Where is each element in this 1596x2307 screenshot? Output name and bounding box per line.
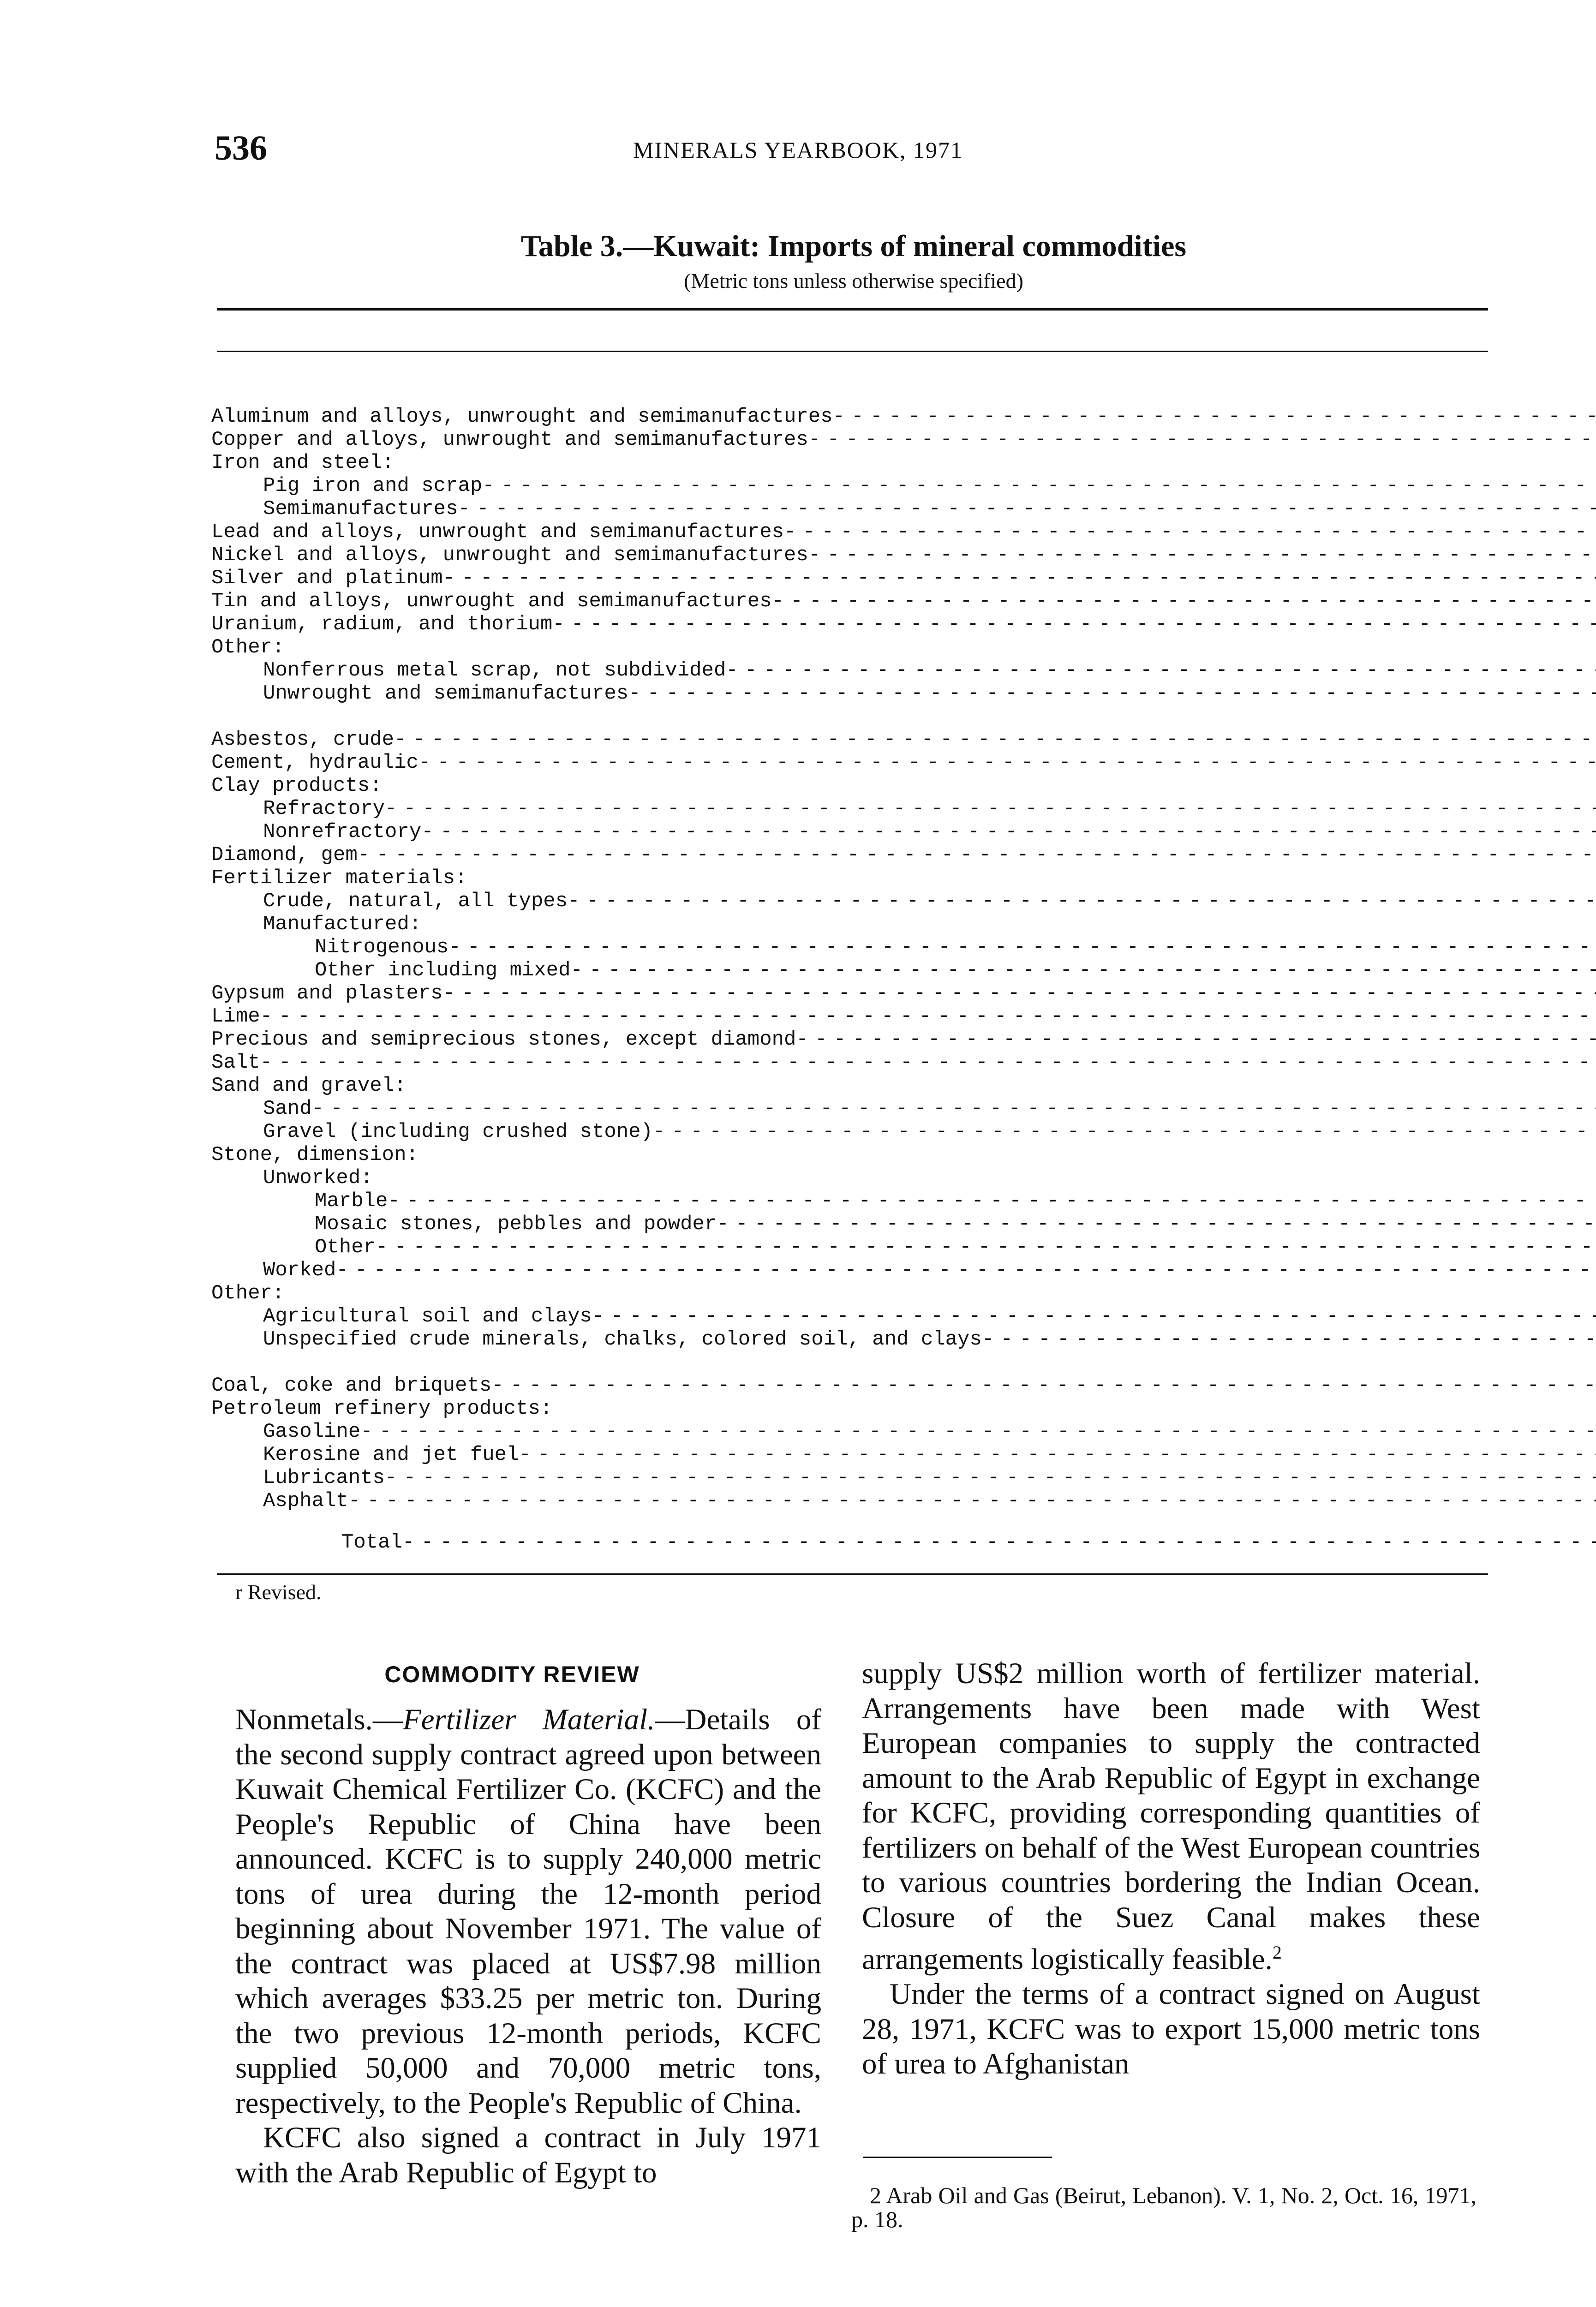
commodity-cell bbox=[211, 520, 1596, 544]
table-row bbox=[211, 1166, 1596, 1189]
commodity-label: Sand bbox=[263, 1097, 312, 1120]
commodity-cell bbox=[211, 1236, 1596, 1259]
commodity-cell bbox=[211, 1374, 1596, 1397]
table-row bbox=[211, 890, 1596, 913]
commodity-label: Coal, coke and briquets bbox=[211, 1374, 492, 1397]
table-row bbox=[211, 1397, 1596, 1420]
table-row bbox=[211, 1236, 1596, 1259]
header-commodity bbox=[211, 345, 1596, 382]
commodity-label: Other: bbox=[211, 636, 285, 659]
paragraph-text: —Details of the second supply contract agreed upon between Kuwait Chemical Fertilizer Co. (KCFC) and the People's Republic of China have been announced. KCFC is to supply 240,000 metric tons of urea during the 12-month period beginning about November 1971. The value of the contract was placed at US$7.98 million which averages $33.25 per metric ton. During the two previous 12-month periods, KCFC supplied 50,000 and 70,000 metric tons, respectively, to the People's Republic of China. bbox=[235, 1703, 822, 2120]
table-row bbox=[211, 1282, 1596, 1305]
table-row bbox=[211, 1443, 1596, 1466]
running-head: MINERALS YEARBOOK, 1971 bbox=[633, 137, 963, 163]
commodity-label: Unwrought and semimanufactures bbox=[263, 682, 629, 705]
commodity-cell bbox=[211, 1282, 1596, 1305]
table-row bbox=[211, 1189, 1596, 1213]
commodity-cell bbox=[211, 1443, 1596, 1466]
commodity-label: Nonferrous metal scrap, not subdivided bbox=[263, 659, 726, 682]
commodity-label: Worked bbox=[263, 1259, 336, 1282]
commodity-label: Copper and alloys, unwrought and semimanufactures bbox=[211, 428, 808, 451]
commodity-cell bbox=[211, 1512, 1596, 1554]
commodity-label: Petroleum refinery products: bbox=[211, 1397, 553, 1420]
commodity-cell bbox=[211, 1259, 1596, 1282]
commodity-cell bbox=[211, 797, 1596, 820]
commodity-label: Mosaic stones, pebbles and powder bbox=[315, 1213, 717, 1236]
table-footnote: r Revised. bbox=[235, 1580, 322, 1604]
table-row bbox=[211, 474, 1596, 497]
commodity-cell bbox=[211, 867, 1596, 890]
commodity-label: Salt bbox=[211, 1051, 260, 1074]
paragraph: Under the terms of a contract signed on August 28, 1971, KCFC was to export 15,000 metric tons of urea to Afghanistan bbox=[862, 1978, 1480, 2081]
page-footnote: 2 Arab Oil and Gas (Beirut, Lebanon). V. 1, No. 2, Oct. 16, 1971, p. 18. bbox=[851, 2182, 1476, 2232]
table-header-row bbox=[211, 345, 1596, 382]
table-section-row bbox=[211, 382, 1596, 405]
table-row bbox=[211, 613, 1596, 636]
table-row bbox=[211, 1328, 1596, 1351]
commodity-label: Iron and steel: bbox=[211, 451, 395, 474]
table-row bbox=[211, 567, 1596, 590]
paragraph-text: supply US$2 million worth of fertilizer material. Arrangements have been made with West European companies to supply the contracted amount to the Arab Republic of Egypt in exchange for KCFC, providing corresponding quantities of fertilizers on behalf of the West European countries to various countries bordering the Indian Ocean. Closure of the Suez Canal makes these arrangements logistically feasible. bbox=[862, 1657, 1480, 1976]
table-row bbox=[211, 1143, 1596, 1166]
commodity-cell bbox=[211, 1097, 1596, 1120]
table-row bbox=[211, 636, 1596, 659]
table-total-row bbox=[211, 1512, 1596, 1554]
table-row bbox=[211, 843, 1596, 867]
commodity-label: Other bbox=[315, 1236, 376, 1259]
commodity-label: Asphalt bbox=[263, 1489, 348, 1512]
table-bottom-rule bbox=[217, 1573, 1488, 1575]
commodity-cell bbox=[211, 959, 1596, 982]
commodity-cell bbox=[211, 1005, 1596, 1028]
commodity-label: Fertilizer materials: bbox=[211, 867, 467, 890]
table-row bbox=[211, 982, 1596, 1005]
commodity-cell bbox=[211, 982, 1596, 1005]
table-row bbox=[211, 1120, 1596, 1143]
commodity-cell bbox=[211, 1305, 1596, 1328]
commodity-label: Nitrogenous bbox=[315, 936, 449, 959]
commodity-cell bbox=[211, 613, 1596, 636]
commodity-label: Precious and semiprecious stones, except diamond bbox=[211, 1028, 796, 1051]
paragraph bbox=[862, 1656, 1480, 1977]
table-row bbox=[211, 544, 1596, 567]
commodity-label: Crude, natural, all types bbox=[263, 890, 568, 913]
commodity-cell bbox=[211, 1074, 1596, 1097]
table-row bbox=[211, 1466, 1596, 1489]
table-section-row bbox=[211, 1351, 1596, 1374]
table-row bbox=[211, 428, 1596, 451]
commodity-cell bbox=[211, 1328, 1596, 1351]
commodity-cell bbox=[211, 1397, 1596, 1420]
commodity-label: Lead and alloys, unwrought and semimanufactures bbox=[211, 520, 784, 544]
commodity-label: Lime bbox=[211, 1005, 260, 1028]
commodity-cell bbox=[211, 590, 1596, 613]
commodity-label: Aluminum and alloys, unwrought and semimanufactures bbox=[211, 405, 833, 428]
table-row bbox=[211, 1097, 1596, 1120]
commodity-label: Nickel and alloys, unwrought and semimanufactures bbox=[211, 544, 808, 567]
commodity-cell bbox=[211, 451, 1596, 474]
section-label bbox=[211, 1351, 1596, 1374]
section-label bbox=[211, 382, 1596, 405]
commodity-label: Gypsum and plasters bbox=[211, 982, 443, 1005]
table-row bbox=[211, 913, 1596, 936]
table-row bbox=[211, 1005, 1596, 1028]
commodity-cell bbox=[211, 567, 1596, 590]
table-row bbox=[211, 959, 1596, 982]
commodity-cell bbox=[211, 544, 1596, 567]
commodity-cell bbox=[211, 659, 1596, 682]
commodity-label: Tin and alloys, unwrought and semimanufactures bbox=[211, 590, 772, 613]
commodity-label: Pig iron and scrap bbox=[263, 474, 483, 497]
commodity-label: Semimanufactures bbox=[263, 497, 458, 520]
commodity-cell bbox=[211, 474, 1596, 497]
section-label bbox=[211, 705, 1596, 728]
commodity-label: Diamond, gem bbox=[211, 843, 358, 867]
commodity-cell bbox=[211, 1466, 1596, 1489]
table-row bbox=[211, 682, 1596, 705]
table-row bbox=[211, 797, 1596, 820]
commodity-cell bbox=[211, 843, 1596, 867]
commodity-label: Cement, hydraulic bbox=[211, 751, 418, 774]
commodity-label: Uranium, radium, and thorium bbox=[211, 613, 553, 636]
commodity-cell bbox=[211, 405, 1596, 428]
commodity-label: Unspecified crude minerals, chalks, colored soil, and clays bbox=[263, 1328, 982, 1351]
table-row bbox=[211, 1420, 1596, 1443]
commodity-label: Unworked: bbox=[263, 1166, 373, 1189]
table-top-rule bbox=[217, 308, 1488, 311]
table-row bbox=[211, 451, 1596, 474]
commodity-label: Other: bbox=[211, 1282, 285, 1305]
commodity-cell bbox=[211, 1051, 1596, 1074]
run-in-heading: Nonmetals.— bbox=[235, 1703, 403, 1736]
commodity-label: Nonrefractory bbox=[263, 820, 422, 843]
paragraph: KCFC also signed a contract in July 1971 with the Arab Republic of Egypt to bbox=[235, 2121, 821, 2189]
page-number: 536 bbox=[215, 129, 267, 167]
commodity-cell bbox=[211, 913, 1596, 936]
table-row bbox=[211, 520, 1596, 544]
table-row bbox=[211, 751, 1596, 774]
commodity-cell bbox=[211, 890, 1596, 913]
commodity-cell bbox=[211, 936, 1596, 959]
commodity-cell bbox=[211, 682, 1596, 705]
commodity-label: Stone, dimension: bbox=[211, 1143, 418, 1166]
commodity-label: Marble bbox=[315, 1189, 388, 1213]
commodity-cell bbox=[211, 1120, 1596, 1143]
footnote-rule bbox=[863, 2157, 1052, 2158]
table-row bbox=[211, 1074, 1596, 1097]
paragraph bbox=[235, 1703, 821, 2121]
commodity-label: Clay products: bbox=[211, 774, 382, 797]
table-row bbox=[211, 1489, 1596, 1512]
commodity-cell bbox=[211, 1489, 1596, 1512]
table-section-row bbox=[211, 705, 1596, 728]
table-row bbox=[211, 820, 1596, 843]
text-column-left bbox=[235, 1703, 821, 2190]
run-in-subheading: Fertilizer Material. bbox=[402, 1703, 655, 1736]
commodity-label: Sand and gravel: bbox=[211, 1074, 406, 1097]
table-title: Table 3.—Kuwait: Imports of mineral commodities bbox=[520, 229, 1187, 263]
table-row bbox=[211, 659, 1596, 682]
commodity-cell bbox=[211, 1143, 1596, 1166]
table-row bbox=[211, 1374, 1596, 1397]
table-row bbox=[211, 867, 1596, 890]
footnote-ref: 2 bbox=[1272, 1942, 1282, 1963]
commodity-cell bbox=[211, 1213, 1596, 1236]
commodity-cell bbox=[211, 428, 1596, 451]
table-subtitle: (Metric tons unless otherwise specified) bbox=[684, 269, 1023, 293]
commodity-label: Manufactured: bbox=[263, 913, 422, 936]
commodity-label: Refractory bbox=[263, 797, 385, 820]
table-row bbox=[211, 1305, 1596, 1328]
commodity-label: Total bbox=[341, 1531, 403, 1554]
commodity-cell bbox=[211, 751, 1596, 774]
table-row bbox=[211, 590, 1596, 613]
commodity-cell bbox=[211, 1028, 1596, 1051]
commodity-cell bbox=[211, 1166, 1596, 1189]
table-row bbox=[211, 936, 1596, 959]
table-row bbox=[211, 774, 1596, 797]
commodity-label: Lubricants bbox=[263, 1466, 385, 1489]
commodity-cell bbox=[211, 497, 1596, 520]
commodity-cell bbox=[211, 1189, 1596, 1213]
commodity-label: Silver and platinum bbox=[211, 567, 443, 590]
commodity-cell bbox=[211, 774, 1596, 797]
commodity-cell bbox=[211, 728, 1596, 751]
table-row bbox=[211, 728, 1596, 751]
commodity-cell bbox=[211, 1420, 1596, 1443]
commodity-cell bbox=[211, 636, 1596, 659]
table-row bbox=[211, 497, 1596, 520]
text-column-right bbox=[862, 1656, 1480, 2082]
section-heading: COMMODITY REVIEW bbox=[384, 1662, 640, 1687]
commodity-label: Asbestos, crude bbox=[211, 728, 395, 751]
commodity-cell bbox=[211, 820, 1596, 843]
commodity-label: Kerosine and jet fuel bbox=[263, 1443, 519, 1466]
table-row bbox=[211, 405, 1596, 428]
commodity-label: Other including mixed bbox=[315, 959, 571, 982]
commodity-label: Gasoline bbox=[263, 1420, 361, 1443]
table-row bbox=[211, 1051, 1596, 1074]
commodity-label: Gravel (including crushed stone) bbox=[263, 1120, 653, 1143]
table-row bbox=[211, 1213, 1596, 1236]
table-row bbox=[211, 1259, 1596, 1282]
commodity-label: Agricultural soil and clays bbox=[263, 1305, 592, 1328]
table-row bbox=[211, 1028, 1596, 1051]
imports-table bbox=[211, 345, 1596, 1554]
